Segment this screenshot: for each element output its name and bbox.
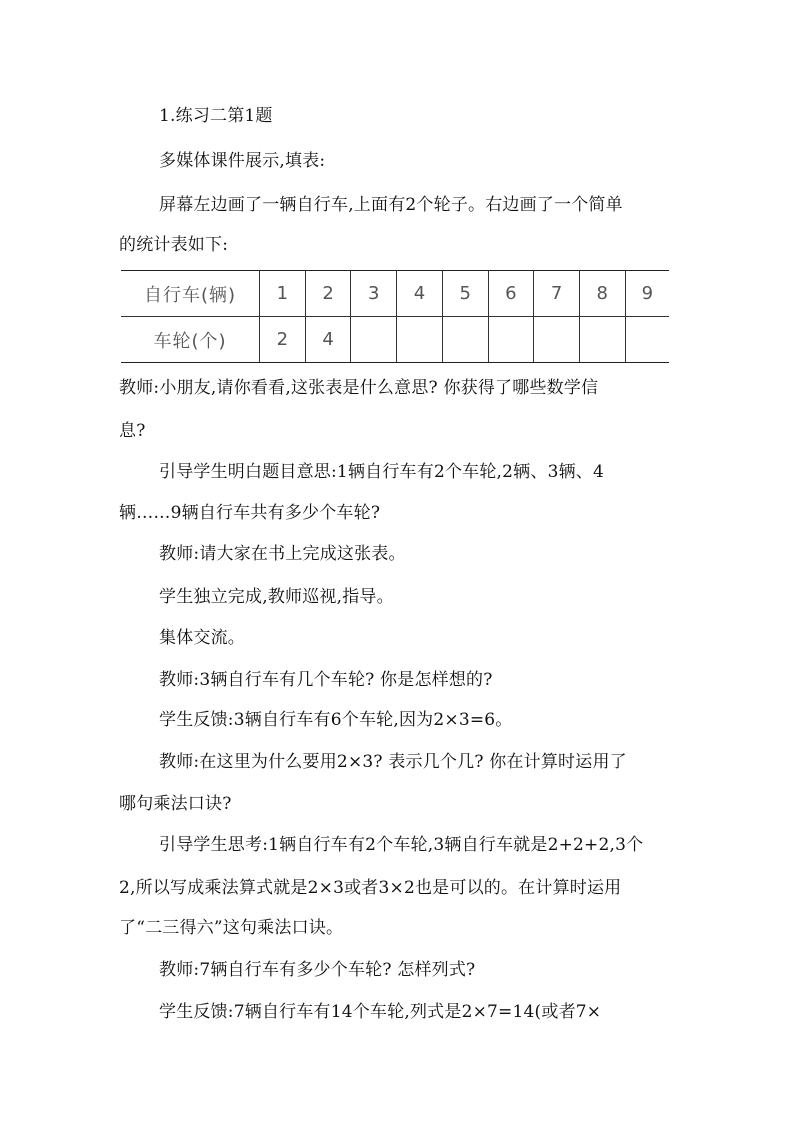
paragraph-line: 学生反馈:7辆自行车有14个车轮,列式是2×7=14(或者7× xyxy=(159,1002,602,1022)
paragraph-line: 教师:7辆自行车有多少个车轮? 怎样列式? xyxy=(159,960,476,980)
table-cell: 4 xyxy=(397,271,443,317)
paragraph-line: 教师:在这里为什么要用2×3? 表示几个几? 你在计算时运用了 xyxy=(159,752,627,772)
statistics-table xyxy=(121,270,669,363)
table-cell: 6 xyxy=(488,271,534,317)
paragraph-line: 屏幕左边画了一辆自行车,上面有2个轮子。右边画了一个简单 xyxy=(159,195,623,215)
table-cell xyxy=(579,317,625,363)
table-cell xyxy=(625,317,669,363)
table-cell: 9 xyxy=(625,271,669,317)
table-cell: 2 xyxy=(305,271,351,317)
table-cell: 5 xyxy=(442,271,488,317)
paragraph-line: 了“二三得六”这句乘法口诀。 xyxy=(119,918,344,938)
paragraph-line: 辆……9辆自行车共有多少个车轮? xyxy=(119,503,381,523)
paragraph-line: 多媒体课件展示,填表: xyxy=(159,151,326,171)
paragraph-line: 学生反馈:3辆自行车有6个车轮,因为2×3=6。 xyxy=(159,710,513,730)
paragraph-line: 哪句乘法口诀? xyxy=(119,794,232,814)
paragraph-line: 教师:3辆自行车有几个车轮? 你是怎样想的? xyxy=(159,670,493,690)
table-cell xyxy=(488,317,534,363)
paragraph-line: 的统计表如下: xyxy=(119,235,229,255)
table-header-cell: 车轮(个) xyxy=(121,317,260,363)
table-cell xyxy=(442,317,488,363)
table-cell: 1 xyxy=(260,271,306,317)
table-cell xyxy=(534,317,580,363)
table-row xyxy=(121,271,669,317)
paragraph-line: 教师:请大家在书上完成这张表。 xyxy=(159,544,406,564)
table-cell: 4 xyxy=(305,317,351,363)
table-row xyxy=(121,317,669,363)
exercise-heading: 1.练习二第1题 xyxy=(159,106,273,126)
paragraph-line: 引导学生明白题目意思:1辆自行车有2个车轮,2辆、3辆、4 xyxy=(159,462,605,482)
paragraph-line: 引导学生思考:1辆自行车有2个车轮,3辆自行车就是2+2+2,3个 xyxy=(159,835,644,855)
table-header-cell: 自行车(辆) xyxy=(121,271,260,317)
table-cell xyxy=(397,317,443,363)
table-cell: 2 xyxy=(260,317,306,363)
table-cell: 3 xyxy=(351,271,397,317)
paragraph-line: 学生独立完成,教师巡视,指导。 xyxy=(159,587,394,607)
table-cell: 7 xyxy=(534,271,580,317)
table-cell: 8 xyxy=(579,271,625,317)
paragraph-line: 教师:小朋友,请你看看,这张表是什么意思? 你获得了哪些数学信 xyxy=(119,378,599,398)
paragraph-line: 2,所以写成乘法算式就是2×3或者3×2也是可以的。在计算时运用 xyxy=(119,878,622,898)
paragraph-line: 息? xyxy=(119,421,146,441)
table-cell xyxy=(351,317,397,363)
paragraph-line: 集体交流。 xyxy=(159,628,245,648)
